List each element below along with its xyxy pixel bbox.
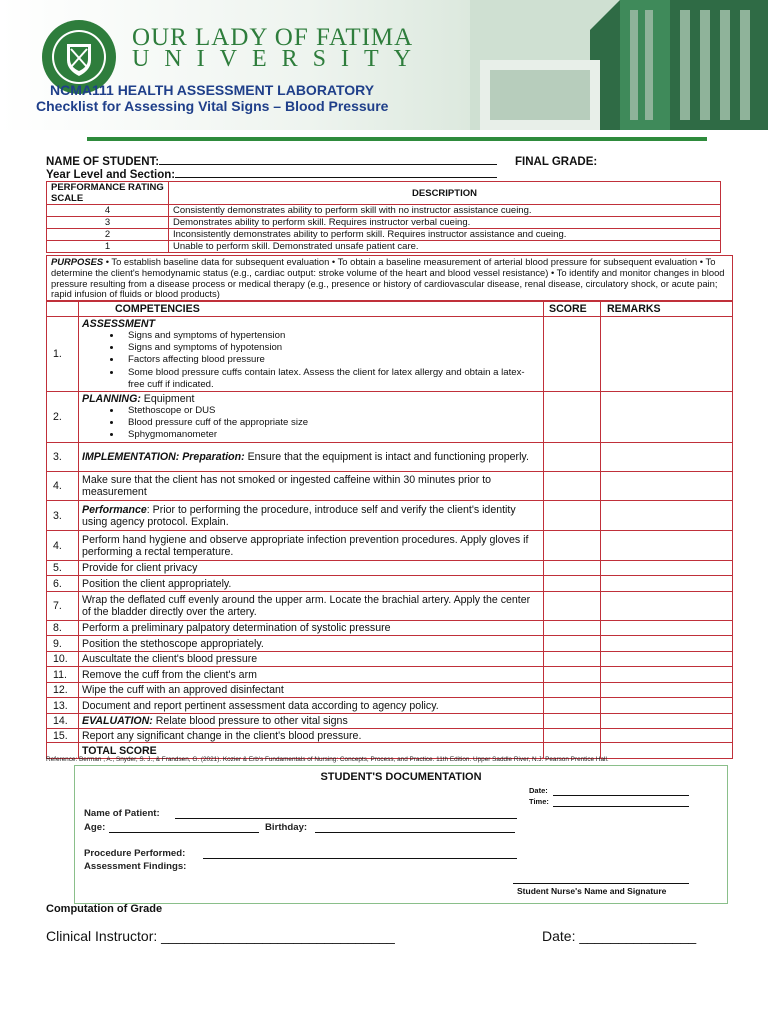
row-number: 13. <box>47 698 79 714</box>
table-row <box>47 667 733 683</box>
competency-body: Perform hand hygiene and observe appropriate infection prevention procedures. Apply gloves if performing a rectal temperature. <box>82 533 529 558</box>
student-name-row <box>46 156 497 168</box>
documentation-title: STUDENT'S DOCUMENTATION <box>320 771 482 783</box>
score-cell[interactable] <box>544 531 601 561</box>
final-grade-label: FINAL GRADE: <box>515 156 598 168</box>
table-row <box>47 714 733 729</box>
rating-scale-table <box>46 181 721 253</box>
competency-body: Relate blood pressure to other vital signs <box>152 715 348 728</box>
student-name-field[interactable] <box>159 164 497 165</box>
competencies-table <box>46 301 733 759</box>
rating-row <box>47 241 721 253</box>
score-cell[interactable] <box>544 501 601 531</box>
rating-row <box>47 229 721 241</box>
remarks-cell[interactable] <box>601 392 733 443</box>
competency-text: Position the client appropriately. <box>79 576 544 592</box>
competency-body: Ensure that the equipment is intact and functioning properly. <box>244 451 529 464</box>
table-row <box>47 561 733 576</box>
row-number: 7. <box>47 592 79 621</box>
row-number: 4. <box>47 531 79 561</box>
remarks-cell[interactable] <box>601 443 733 472</box>
purposes-box <box>46 255 733 301</box>
score-cell[interactable] <box>544 729 601 743</box>
score-cell[interactable] <box>544 683 601 698</box>
row-number: 14. <box>47 714 79 729</box>
remarks-cell[interactable] <box>601 652 733 667</box>
patient-name-field[interactable] <box>175 818 517 819</box>
purposes-text: • To establish baseline data for subsequent evaluation • To obtain a baseline measurement of arterial blood pressure for subsequent evaluation • To determine the client's hemodynamic status (e.g., cardiac output: stroke volume of the heart and blood vessel resistance) • To identify and monitor changes in blood pressure resulting from a disease process or medical therapy (e.g., presence or history of cardiovascular disease, renal disease, circulatory shock, or acute pain; rapid infusion of fluids or blood products) <box>51 256 725 300</box>
planning-title: PLANNING: <box>82 393 141 406</box>
campus-building-image <box>470 0 768 130</box>
remarks-cell[interactable] <box>601 592 733 621</box>
competency-text <box>79 531 544 561</box>
score-header: SCORE <box>544 302 601 317</box>
university-name-line2: UNIVERSITY <box>132 46 426 72</box>
student-documentation-box <box>74 765 728 904</box>
procedure-label: Procedure Performed: <box>84 848 186 859</box>
birthday-field[interactable] <box>315 832 515 833</box>
reference-citation: Reference: Berman , A., Snyder, S. J., & Frandsen, G. (2021). Kozier & Erb's Fundamentals of Nursing: Concepts, Process, and Practice. 11th Edition. Upper Saddle River, N.J: Pearson Prentice Hall. <box>46 756 609 763</box>
row-number: 2. <box>47 392 79 443</box>
planning-list <box>122 405 540 442</box>
planning-subtitle: Equipment <box>140 393 195 406</box>
table-row <box>47 698 733 714</box>
rating-scale-header: PERFORMANCE RATING SCALE <box>47 182 169 205</box>
competency-text: Remove the cuff from the client's arm <box>79 667 544 683</box>
table-row <box>47 729 733 743</box>
footer-date-field[interactable]: Date: _______________ <box>542 928 697 944</box>
score-cell[interactable] <box>544 443 601 472</box>
row-number: 4. <box>47 472 79 501</box>
birthday-label: Birthday: <box>265 822 308 833</box>
time-field[interactable] <box>553 806 689 807</box>
time-label: Time: <box>529 797 549 806</box>
year-level-label: Year Level and Section: <box>46 169 176 181</box>
competency-text: Document and report pertinent assessment data according to agency policy. <box>79 698 544 714</box>
table-row <box>47 636 733 652</box>
remarks-cell[interactable] <box>601 698 733 714</box>
remarks-cell[interactable] <box>601 621 733 636</box>
signature-label: Student Nurse's Name and Signature <box>517 886 667 896</box>
table-row <box>47 621 733 636</box>
table-row <box>47 652 733 667</box>
rating-score: 3 <box>47 217 169 229</box>
purposes-label: PURPOSES <box>51 256 104 267</box>
competency-lead: EVALUATION: <box>82 715 153 728</box>
competency-text: Position the stethoscope appropriately. <box>79 636 544 652</box>
row-number: 3. <box>47 501 79 531</box>
remarks-cell[interactable] <box>601 729 733 743</box>
table-row <box>47 443 733 472</box>
competency-lead: IMPLEMENTATION: Preparation: <box>82 451 245 464</box>
rating-score: 2 <box>47 229 169 241</box>
competency-text: Wipe the cuff with an approved disinfectant <box>79 683 544 698</box>
table-row <box>47 501 733 531</box>
score-cell[interactable] <box>544 392 601 443</box>
competency-text: Provide for client privacy <box>79 561 544 576</box>
list-item: • Blood pressure cuff of the appropriate size <box>122 417 540 429</box>
year-level-row <box>46 169 497 181</box>
remarks-cell[interactable] <box>601 683 733 698</box>
planning-cell <box>79 392 544 443</box>
date-field[interactable] <box>553 795 689 796</box>
remarks-cell[interactable] <box>601 714 733 729</box>
competency-body: Make sure that the client has not smoked or ingested caffeine within 30 minutes prior to measurement <box>82 474 492 499</box>
table-row <box>47 531 733 561</box>
competency-text <box>79 714 544 729</box>
competency-text <box>79 501 544 531</box>
score-cell[interactable] <box>544 714 601 729</box>
rating-description: Consistently demonstrates ability to perform skill with no instructor assistance cueing. <box>169 205 721 217</box>
rating-row <box>47 217 721 229</box>
description-header: DESCRIPTION <box>169 182 721 205</box>
university-header <box>0 0 768 130</box>
competency-text: Report any significant change in the client's blood pressure. <box>79 729 544 743</box>
table-row <box>47 576 733 592</box>
score-cell[interactable] <box>544 698 601 714</box>
table-row <box>47 472 733 501</box>
remarks-header: REMARKS <box>601 302 733 317</box>
remarks-cell[interactable] <box>601 636 733 652</box>
total-score-label: TOTAL SCORE <box>79 743 544 759</box>
score-cell[interactable] <box>544 317 601 392</box>
row-number: 8. <box>47 621 79 636</box>
row-number: 6. <box>47 576 79 592</box>
rating-row <box>47 205 721 217</box>
score-cell[interactable] <box>544 621 601 636</box>
rating-description: Unable to perform skill. Demonstrated unsafe patient care. <box>169 241 721 253</box>
remarks-cell[interactable] <box>601 501 733 531</box>
university-name-line1: OUR LADY OF FATIMA <box>132 24 414 51</box>
assessment-title: ASSESSMENT <box>82 318 155 330</box>
student-name-label: NAME OF STUDENT: <box>46 156 160 168</box>
year-level-field[interactable] <box>175 177 497 178</box>
score-cell[interactable] <box>544 636 601 652</box>
procedure-field[interactable] <box>203 858 517 859</box>
clinical-instructor-field[interactable]: Clinical Instructor: ______________________________ <box>46 928 395 944</box>
findings-label: Assessment Findings: <box>84 861 187 872</box>
date-label: Date: <box>529 786 548 795</box>
score-cell[interactable] <box>544 472 601 501</box>
age-field[interactable] <box>109 832 259 833</box>
table-row <box>47 392 733 443</box>
competency-text <box>79 472 544 501</box>
score-cell[interactable] <box>544 576 601 592</box>
score-cell[interactable] <box>544 667 601 683</box>
remarks-cell[interactable] <box>601 472 733 501</box>
remarks-cell[interactable] <box>601 576 733 592</box>
rating-description: Inconsistently demonstrates ability to perform skill. Requires instructor assistance and cueing. <box>169 229 721 241</box>
course-title: NCMA111 HEALTH ASSESSMENT LABORATORY <box>50 82 375 98</box>
remarks-cell[interactable] <box>601 317 733 392</box>
total-remarks-cell[interactable] <box>601 743 733 759</box>
num-header <box>47 302 79 317</box>
list-item: • Some blood pressure cuffs contain latex. Assess the client for latex allergy and obtain a latex-free cuff if indicated. <box>122 367 540 391</box>
row-number: 12. <box>47 683 79 698</box>
list-item: • Factors affecting blood pressure <box>122 354 540 366</box>
row-number: 15. <box>47 729 79 743</box>
competency-text <box>79 443 544 472</box>
row-number: 1. <box>47 317 79 392</box>
table-row <box>47 683 733 698</box>
list-item: • Sphygmomanometer <box>122 429 540 441</box>
list-item: • Signs and symptoms of hypertension <box>122 330 540 342</box>
competency-text: Auscultate the client's blood pressure <box>79 652 544 667</box>
competency-lead: Performance <box>82 503 147 516</box>
computation-of-grade-label: Computation of Grade <box>46 903 163 915</box>
competency-body: : Prior to performing the procedure, introduce self and verify the client's identity using agency protocol. Explain. <box>82 503 516 528</box>
remarks-cell[interactable] <box>601 561 733 576</box>
remarks-cell[interactable] <box>601 531 733 561</box>
competencies-header: COMPETENCIES <box>79 302 544 317</box>
age-label: Age: <box>84 822 106 833</box>
competency-text: Perform a preliminary palpatory determination of systolic pressure <box>79 621 544 636</box>
assessment-list <box>122 330 540 391</box>
table-row <box>47 317 733 392</box>
row-number: 5. <box>47 561 79 576</box>
row-number: 3. <box>47 443 79 472</box>
patient-name-label: Name of Patient: <box>84 808 160 819</box>
rating-score: 4 <box>47 205 169 217</box>
rating-score: 1 <box>47 241 169 253</box>
score-cell[interactable] <box>544 652 601 667</box>
score-cell[interactable] <box>544 592 601 621</box>
assessment-cell <box>79 317 544 392</box>
list-item: • Stethoscope or DUS <box>122 405 540 417</box>
row-number: 11. <box>47 667 79 683</box>
remarks-cell[interactable] <box>601 667 733 683</box>
signature-field[interactable] <box>513 883 689 884</box>
list-item: • Signs and symptoms of hypotension <box>122 342 540 354</box>
competency-text: Wrap the deflated cuff evenly around the upper arm. Locate the brachial artery. Apply the center of the bladder directly over the artery. <box>79 592 544 621</box>
score-cell[interactable] <box>544 561 601 576</box>
rating-description: Demonstrates ability to perform skill. Requires instructor verbal cueing. <box>169 217 721 229</box>
checklist-title: Checklist for Assessing Vital Signs – Blood Pressure <box>36 98 389 114</box>
header-divider <box>87 137 707 141</box>
row-number: 9. <box>47 636 79 652</box>
row-number: 10. <box>47 652 79 667</box>
table-row <box>47 592 733 621</box>
